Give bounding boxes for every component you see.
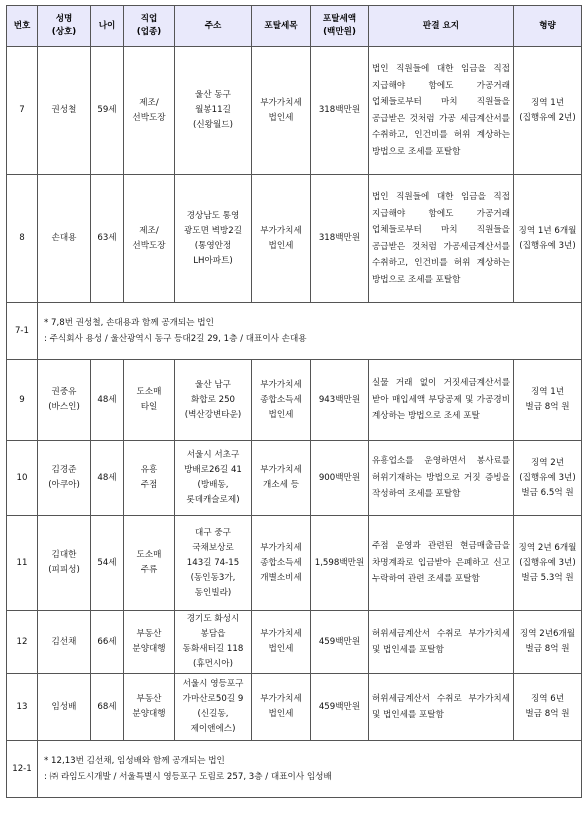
cell-gist: 실물 거래 없이 거짓세금계산서를 받아 매입세액 부당공제 및 가공경비 계상하는 방법으로 조세 포탈 [369, 360, 514, 441]
note-row [7, 303, 582, 360]
cell-job: 제조/ 선박도장 [124, 47, 175, 175]
cell-age: 54세 [91, 516, 124, 611]
table-row [7, 516, 582, 611]
cell-job: 부동산 분양대행 [124, 674, 175, 741]
cell-sentence: 징역 2년 (집행유예 3년) 벌금 6.5억 원 [514, 441, 582, 516]
table-row [7, 441, 582, 516]
note-no: 12-1 [7, 741, 38, 798]
note-line2: : 주식회사 용성 / 울산광역시 동구 등대2길 29, 1층 / 대표이사 손대용 [44, 334, 307, 344]
cell-amount: 900백만원 [311, 441, 369, 516]
note-row [7, 741, 582, 798]
cell-sentence: 징역 2년 6개월 (집행유예 3년) 벌금 5.3억 원 [514, 516, 582, 611]
cell-job: 도소매 주류 [124, 516, 175, 611]
table-row [7, 611, 582, 674]
cell-gist: 주점 운영과 관련된 현금매출금을 차명계좌로 입금받아 은폐하고 신고 누락하여 관련 조세를 포탈함 [369, 516, 514, 611]
cell-gist: 허위세금계산서 수취로 부가가치세 및 법인세를 포탈함 [369, 674, 514, 741]
cell-gist: 허위세금계산서 수취로 부가가치세 및 법인세를 포탈함 [369, 611, 514, 674]
cell-amount: 459백만원 [311, 611, 369, 674]
cell-tax: 부가가치세 종합소득세 개별소비세 [252, 516, 311, 611]
cell-no: 7 [7, 47, 38, 175]
header-tax: 포탈세목 [252, 6, 311, 47]
cell-age: 48세 [91, 441, 124, 516]
header-job: 직업 (업종) [124, 6, 175, 47]
cell-amount: 318백만원 [311, 47, 369, 175]
cell-address: 경기도 화성시 봉담읍 동화새터길 118 (휴먼시아) [175, 611, 252, 674]
header-row [7, 6, 582, 47]
cell-sentence: 징역 1년 6개월 (집행유예 3년) [514, 175, 582, 303]
note-text [38, 741, 582, 798]
cell-no: 12 [7, 611, 38, 674]
cell-no: 9 [7, 360, 38, 441]
table-row [7, 175, 582, 303]
cell-job: 부동산 분양대행 [124, 611, 175, 674]
cell-amount: 318백만원 [311, 175, 369, 303]
cell-tax: 부가가치세 법인세 [252, 47, 311, 175]
header-sentence: 형량 [514, 6, 582, 47]
table-row [7, 674, 582, 741]
cell-name: 권중유 (바스인) [38, 360, 91, 441]
cell-job: 제조/ 선박도장 [124, 175, 175, 303]
cell-tax: 부가가치세 개소세 등 [252, 441, 311, 516]
cell-address: 울산 남구 화합로 250 (벽산강변타운) [175, 360, 252, 441]
cell-name: 임성배 [38, 674, 91, 741]
cell-tax: 부가가치세 법인세 [252, 611, 311, 674]
cell-name: 김경준 (아쿠아) [38, 441, 91, 516]
note-text [38, 303, 582, 360]
cell-job: 유흥 주점 [124, 441, 175, 516]
cell-amount: 459백만원 [311, 674, 369, 741]
cell-age: 66세 [91, 611, 124, 674]
cell-age: 48세 [91, 360, 124, 441]
note-line1: * 12,13번 김선채, 임성배와 함께 공개되는 법인 [44, 756, 225, 766]
header-no: 번호 [7, 6, 38, 47]
header-gist: 판결 요지 [369, 6, 514, 47]
cell-address: 서울시 영등포구 가마산로50길 9 (신길동, 제이앤에스) [175, 674, 252, 741]
cell-sentence: 징역 6년 벌금 8억 원 [514, 674, 582, 741]
note-no: 7-1 [7, 303, 38, 360]
cell-age: 68세 [91, 674, 124, 741]
cell-sentence: 징역 2년6개월 벌금 8억 원 [514, 611, 582, 674]
table-row [7, 47, 582, 175]
cell-tax: 부가가치세 법인세 [252, 674, 311, 741]
cell-gist: 유흥업소를 운영하면서 봉사료를 허위기재하는 방법으로 거짓 증빙을 작성하여 조세를 포탈함 [369, 441, 514, 516]
cell-tax: 부가가치세 법인세 [252, 175, 311, 303]
cell-address: 경상남도 통영 광도면 벽방2길 (통영안정 LH아파트) [175, 175, 252, 303]
cell-age: 59세 [91, 47, 124, 175]
cell-no: 11 [7, 516, 38, 611]
cell-no: 13 [7, 674, 38, 741]
cell-name: 김대한 (피피성) [38, 516, 91, 611]
tax-evaders-table [6, 5, 582, 798]
cell-sentence: 징역 1년 (집행유예 2년) [514, 47, 582, 175]
cell-name: 권성철 [38, 47, 91, 175]
cell-no: 8 [7, 175, 38, 303]
cell-address: 서울시 서초구 방배로26길 41 (방배동, 롯데캐슬로제) [175, 441, 252, 516]
cell-sentence: 징역 1년 벌금 8억 원 [514, 360, 582, 441]
header-amount: 포탈세액 (백만원) [311, 6, 369, 47]
cell-job: 도소매 타일 [124, 360, 175, 441]
cell-amount: 1,598백만원 [311, 516, 369, 611]
cell-tax: 부가가치세 종합소득세 법인세 [252, 360, 311, 441]
note-line1: * 7,8번 권성철, 손대용과 함께 공개되는 법인 [44, 318, 214, 328]
cell-address: 울산 동구 월봉11길 (신왕월드) [175, 47, 252, 175]
table-row [7, 360, 582, 441]
cell-gist: 법인 직원들에 대한 임금을 직접 지급해야 함에도 가공거래 업체들로부터 마치 직원들을 공급받은 것처럼 가공세금계산서를 수취하고, 인건비를 허위 계상하는 방법으로 조세를 포탈함 [369, 175, 514, 303]
header-name: 성명 (상호) [38, 6, 91, 47]
header-age: 나이 [91, 6, 124, 47]
cell-age: 63세 [91, 175, 124, 303]
note-line2: : ㈜ 라임도시개발 / 서울특별시 영등포구 도림로 257, 3층 / 대표이사 임성배 [44, 772, 332, 782]
cell-address: 대구 중구 국채보상로 143길 74-15 (동인동3가, 동인빌라) [175, 516, 252, 611]
cell-gist: 법인 직원들에 대한 임금을 직접 지급해야 함에도 가공거래 업체들로부터 마치 직원들을 공급받은 것처럼 가공 세금계산서를 수취하고, 인건비를 허위 계상하는 방법으로 조세를 포탈함 [369, 47, 514, 175]
cell-no: 10 [7, 441, 38, 516]
header-address: 주소 [175, 6, 252, 47]
cell-name: 손대용 [38, 175, 91, 303]
cell-amount: 943백만원 [311, 360, 369, 441]
cell-name: 김선채 [38, 611, 91, 674]
